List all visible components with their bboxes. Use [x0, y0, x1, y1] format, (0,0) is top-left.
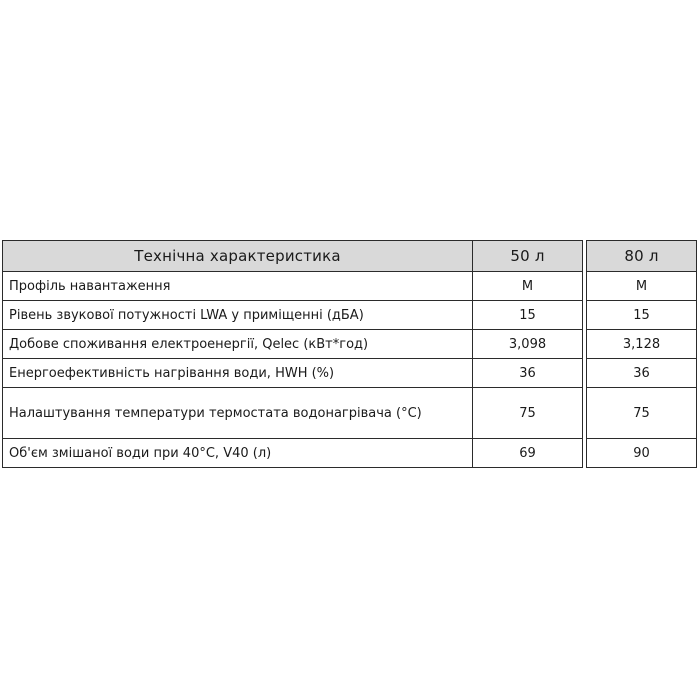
header-parameter: Технічна характеристика: [3, 241, 473, 272]
table-row: [3, 439, 697, 468]
header-50l: 50 л: [473, 241, 583, 272]
row-label: Профіль навантаження: [3, 272, 473, 301]
table-row: [3, 359, 697, 388]
value-80l: 36: [587, 359, 697, 388]
row-label: Енергоефективність нагрівання води, HWH (%): [3, 359, 473, 388]
value-50l: M: [473, 272, 583, 301]
header-80l: 80 л: [587, 241, 697, 272]
header-row: [3, 241, 697, 272]
table-row: [3, 388, 697, 439]
value-80l: 75: [587, 388, 697, 439]
row-label: Об'єм змішаної води при 40°C, V40 (л): [3, 439, 473, 468]
table-row: [3, 272, 697, 301]
value-80l: M: [587, 272, 697, 301]
value-80l: 15: [587, 301, 697, 330]
table-row: [3, 330, 697, 359]
value-50l: 3,098: [473, 330, 583, 359]
row-label: Добове споживання електроенергії, Qelec (кВт*год): [3, 330, 473, 359]
value-50l: 15: [473, 301, 583, 330]
spec-table: [2, 240, 697, 468]
value-50l: 36: [473, 359, 583, 388]
value-50l: 69: [473, 439, 583, 468]
row-label: Налаштування температури термостата водонагрівача (°C): [3, 388, 473, 439]
value-80l: 90: [587, 439, 697, 468]
table-row: [3, 301, 697, 330]
value-50l: 75: [473, 388, 583, 439]
value-80l: 3,128: [587, 330, 697, 359]
row-label: Рівень звукової потужності LWA у приміщенні (дБА): [3, 301, 473, 330]
